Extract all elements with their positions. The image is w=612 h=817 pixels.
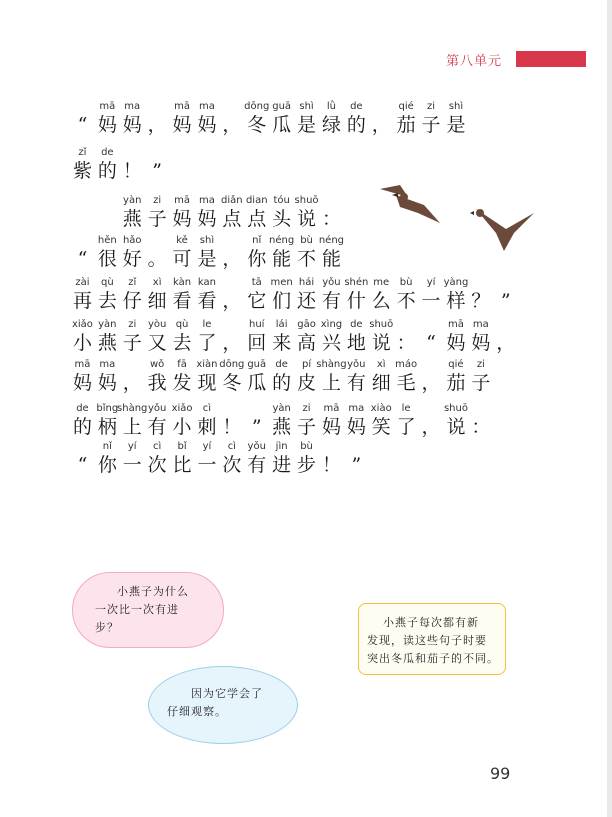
hanzi: 的	[346, 114, 366, 136]
pinyin: shuō	[294, 195, 319, 206]
pinyin: de	[350, 101, 363, 112]
hanzi: 一	[421, 290, 441, 312]
hanzi: 上	[122, 416, 142, 438]
pinyin: de	[350, 319, 363, 330]
pinyin: huí	[249, 319, 265, 330]
hanzi: 现	[197, 372, 217, 394]
pinyin: tā	[251, 277, 262, 288]
hanzi: 茄	[446, 372, 466, 394]
pinyin: dōng	[244, 101, 270, 112]
hanzi: 的	[97, 160, 117, 182]
pinyin: yàn	[98, 319, 117, 330]
hanzi: 妈	[197, 208, 217, 230]
pinyin: ma	[472, 319, 489, 330]
pinyin: lǜ	[326, 101, 336, 112]
hanzi: 去	[97, 290, 117, 312]
pinyin: shuō	[369, 319, 394, 330]
pinyin: yǒu	[247, 441, 266, 452]
pinyin: zi	[153, 195, 162, 206]
pinyin: ma	[124, 101, 141, 112]
pinyin: ma	[348, 403, 365, 414]
hanzi: ，	[371, 114, 391, 136]
pinyin: mā	[323, 403, 340, 414]
pinyin: mā	[174, 101, 190, 112]
hanzi: 说	[446, 416, 466, 438]
pinyin: shàng	[117, 403, 148, 414]
question-line: 步？	[95, 621, 119, 634]
hanzi: 点	[222, 208, 242, 230]
pinyin: qié	[398, 101, 414, 112]
hanzi: ，	[222, 290, 242, 312]
hanzi: 是	[197, 248, 217, 270]
pinyin: hěn	[97, 235, 117, 246]
hanzi: 紫	[72, 160, 92, 182]
hanzi: 能	[272, 248, 292, 270]
pinyin: zi	[476, 359, 485, 370]
pinyin	[479, 276, 532, 290]
hanzi: 次	[147, 454, 167, 476]
pinyin: xiào	[370, 403, 392, 414]
pinyin: bǐng	[96, 403, 119, 414]
hanzi: ，	[122, 372, 142, 394]
unit-color-bar	[516, 51, 586, 67]
page-edge	[607, 0, 612, 817]
pinyin: xiǎo	[71, 319, 93, 330]
hanzi: “	[77, 248, 88, 270]
hanzi: 次	[222, 454, 242, 476]
hanzi: 笑	[371, 416, 391, 438]
hanzi: 仔	[122, 290, 142, 312]
hanzi: 子	[421, 114, 441, 136]
hanzi: 步	[297, 454, 317, 476]
hanzi: ？	[471, 290, 491, 312]
pinyin: bù	[399, 277, 413, 288]
hanzi: ，	[496, 332, 516, 354]
hanzi: ”	[152, 160, 162, 182]
hanzi: 子	[122, 332, 142, 354]
pinyin: shuō	[443, 403, 468, 414]
pinyin: bǐ	[177, 441, 187, 452]
hanzi: 你	[247, 248, 267, 270]
pinyin: xì	[376, 359, 386, 370]
hanzi: 燕	[272, 416, 292, 438]
hanzi	[95, 207, 120, 231]
pinyin	[479, 318, 532, 332]
answer-bubble	[148, 666, 298, 744]
pinyin: guā	[272, 101, 292, 112]
hanzi: ”	[251, 416, 262, 438]
hanzi: 茄	[396, 114, 416, 136]
pinyin: mā	[174, 195, 190, 206]
pinyin	[330, 440, 383, 454]
pinyin: máo	[395, 359, 418, 370]
pinyin: me	[373, 277, 390, 288]
pinyin: hǎo	[122, 235, 142, 246]
page-number: 99	[490, 764, 511, 783]
hanzi: 点	[247, 208, 267, 230]
hanzi: 不	[297, 248, 317, 270]
hanzi: 说	[297, 208, 317, 230]
hanzi: 回	[247, 332, 267, 354]
pinyin: tóu	[273, 195, 290, 206]
pinyin: shì	[199, 235, 215, 246]
hanzi: 妈	[346, 416, 366, 438]
hanzi: 很	[97, 248, 117, 270]
pinyin: shàng	[316, 359, 347, 370]
pinyin: yàn	[272, 403, 291, 414]
pinyin: yǒu	[322, 277, 341, 288]
pinyin: yí	[127, 441, 137, 452]
hanzi: ”	[500, 290, 511, 312]
pinyin: de	[101, 147, 114, 158]
note-line: 小燕子每次都有新	[383, 616, 479, 629]
pinyin: zǐ	[78, 147, 87, 158]
pinyin: zi	[128, 319, 137, 330]
pinyin: bù	[300, 235, 313, 246]
hanzi: ，	[147, 114, 167, 136]
pinyin: qù	[100, 277, 114, 288]
pinyin: yǒu	[347, 359, 366, 370]
question-line: 小燕子为什么	[117, 585, 189, 598]
hanzi: 看	[172, 290, 192, 312]
hanzi: ：	[321, 208, 341, 230]
pinyin: xiàn	[196, 359, 218, 370]
pinyin	[131, 146, 184, 160]
hanzi: 去	[172, 332, 192, 354]
swallow-icon	[470, 205, 540, 253]
pinyin: yàn	[123, 195, 142, 206]
hanzi: 高	[297, 332, 317, 354]
hanzi: “	[77, 454, 88, 476]
hanzi: 燕	[122, 208, 142, 230]
hanzi: 妈	[197, 114, 217, 136]
pinyin: nǐ	[102, 441, 112, 452]
hanzi: “	[77, 114, 88, 136]
pinyin: yí	[426, 277, 436, 288]
hanzi: 来	[272, 332, 292, 354]
hanzi: 再	[72, 290, 92, 312]
hanzi: 子	[297, 416, 317, 438]
hanzi: 进	[272, 454, 292, 476]
pinyin: zài	[75, 277, 90, 288]
hanzi: 小	[172, 416, 192, 438]
pinyin: kan	[197, 277, 216, 288]
pinyin: kàn	[172, 277, 192, 288]
pinyin	[305, 194, 358, 208]
hanzi: 你	[97, 454, 117, 476]
hanzi: 么	[371, 290, 391, 312]
pinyin: ma	[99, 359, 116, 370]
hanzi: 刺	[197, 416, 217, 438]
pinyin: qù	[175, 319, 189, 330]
hanzi: 妈	[172, 114, 192, 136]
pinyin: néng	[318, 235, 345, 246]
pinyin: fā	[177, 359, 187, 370]
hanzi: 妈	[97, 372, 117, 394]
hanzi: ！	[321, 454, 341, 476]
hanzi: 子	[147, 208, 167, 230]
pinyin: gāo	[297, 319, 316, 330]
hanzi: 什	[346, 290, 366, 312]
hanzi: 冬	[222, 372, 242, 394]
pinyin: dian	[245, 195, 268, 206]
answer-line: 因为它学会了	[191, 687, 263, 700]
pinyin: hái	[298, 277, 315, 288]
text-line	[70, 100, 479, 150]
hanzi: 瓜	[272, 114, 292, 136]
pinyin: xìng	[320, 319, 343, 330]
hanzi: 细	[147, 290, 167, 312]
text-line	[70, 146, 180, 196]
pinyin: diǎn	[221, 195, 243, 206]
hanzi: 瓜	[247, 372, 267, 394]
pinyin	[454, 402, 507, 416]
pinyin: shì	[299, 101, 314, 112]
hanzi: ”	[351, 454, 362, 476]
swallow-icon	[378, 183, 442, 227]
pinyin: shì	[448, 101, 464, 112]
hanzi: ，	[222, 248, 242, 270]
pinyin: le	[202, 319, 212, 330]
pinyin: xì	[152, 277, 162, 288]
pinyin: mā	[99, 101, 116, 112]
pinyin: cì	[202, 403, 212, 414]
pinyin: cì	[227, 441, 236, 452]
reading-tip-note	[358, 603, 506, 675]
pinyin: lái	[275, 319, 288, 330]
pinyin: mā	[74, 359, 91, 370]
hanzi: 绿	[321, 114, 341, 136]
pinyin: zi	[302, 403, 311, 414]
pinyin: mā	[448, 319, 464, 330]
hanzi: 的	[72, 416, 92, 438]
note-line: 发现，读这些句子时要	[367, 634, 487, 647]
hanzi: ！	[222, 416, 242, 438]
pinyin: ma	[199, 101, 215, 112]
unit-label: 第八单元	[446, 54, 503, 69]
hanzi: ，	[222, 114, 242, 136]
hanzi: 它	[247, 290, 267, 312]
hanzi: ，	[421, 372, 441, 394]
hanzi: 妈	[321, 416, 341, 438]
hanzi: 有	[247, 454, 267, 476]
hanzi: ：	[396, 332, 416, 354]
hanzi: 妈	[172, 208, 192, 230]
hanzi: 还	[297, 290, 317, 312]
hanzi: 看	[197, 290, 217, 312]
pinyin: shén	[344, 277, 369, 288]
hanzi: 又	[147, 332, 167, 354]
hanzi: 一	[197, 454, 217, 476]
hanzi: 能	[321, 248, 341, 270]
hanzi: 了	[396, 416, 416, 438]
hanzi: 可	[172, 248, 192, 270]
hanzi: ，	[421, 416, 441, 438]
pinyin: jìn	[275, 441, 288, 452]
hanzi: 妈	[122, 114, 142, 136]
hanzi: 上	[321, 372, 341, 394]
hanzi: 是	[446, 114, 466, 136]
hanzi: 小	[72, 332, 92, 354]
question-line: 一次比一次有进	[95, 603, 179, 616]
hanzi: 子	[471, 372, 491, 394]
pinyin: yí	[202, 441, 212, 452]
hanzi: ：	[471, 416, 491, 438]
hanzi: 有	[147, 416, 167, 438]
hanzi: 头	[272, 208, 292, 230]
pinyin: le	[401, 403, 411, 414]
pinyin: de	[76, 403, 89, 414]
hanzi: 皮	[297, 372, 317, 394]
pinyin: zi	[427, 101, 436, 112]
pinyin: néng	[269, 235, 295, 246]
question-bubble	[72, 572, 224, 648]
hanzi: 们	[272, 290, 292, 312]
hanzi: 地	[346, 332, 366, 354]
answer-line: 仔细观察。	[167, 705, 227, 718]
pinyin: yǒu	[147, 403, 167, 414]
hanzi: 妈	[471, 332, 491, 354]
pinyin: xiǎo	[171, 403, 193, 414]
hanzi: “	[426, 332, 436, 354]
hanzi: 妈	[72, 372, 92, 394]
hanzi: 比	[172, 454, 192, 476]
pinyin: dōng	[219, 359, 245, 370]
note-line: 突出冬瓜和茄子的不同。	[367, 652, 499, 665]
hanzi: 妈	[446, 332, 466, 354]
hanzi: 我	[147, 372, 167, 394]
pinyin: pí	[301, 359, 312, 370]
hanzi: 燕	[97, 332, 117, 354]
pinyin: men	[270, 277, 293, 288]
pinyin: yòu	[147, 319, 167, 330]
pinyin: wǒ	[149, 359, 165, 370]
pinyin: de	[275, 359, 288, 370]
hanzi	[70, 207, 95, 231]
hanzi: 有	[321, 290, 341, 312]
pinyin: cì	[152, 441, 162, 452]
hanzi: 样	[446, 290, 466, 312]
pinyin: ma	[199, 195, 215, 206]
hanzi: 有	[346, 372, 366, 394]
hanzi: 。	[147, 248, 167, 270]
hanzi: 了	[197, 332, 217, 354]
pinyin: nǐ	[252, 235, 262, 246]
pinyin: bù	[300, 441, 313, 452]
pinyin: zǐ	[128, 277, 137, 288]
pinyin: qié	[448, 359, 464, 370]
hanzi: 毛	[396, 372, 416, 394]
hanzi: 说	[371, 332, 391, 354]
hanzi: 好	[122, 248, 142, 270]
hanzi: ！	[122, 160, 142, 182]
text-line	[70, 358, 504, 408]
pinyin: yàng	[443, 277, 469, 288]
hanzi: 细	[371, 372, 391, 394]
hanzi: ，	[222, 332, 242, 354]
hanzi: 兴	[321, 332, 341, 354]
hanzi: 是	[297, 114, 317, 136]
hanzi: 的	[272, 372, 292, 394]
hanzi: 发	[172, 372, 192, 394]
pinyin: guā	[247, 359, 267, 370]
hanzi: 不	[396, 290, 416, 312]
hanzi: 妈	[97, 114, 117, 136]
hanzi: 一	[122, 454, 142, 476]
pinyin: kě	[176, 235, 188, 246]
text-line	[70, 440, 379, 490]
hanzi: 冬	[247, 114, 267, 136]
hanzi: 柄	[97, 416, 117, 438]
